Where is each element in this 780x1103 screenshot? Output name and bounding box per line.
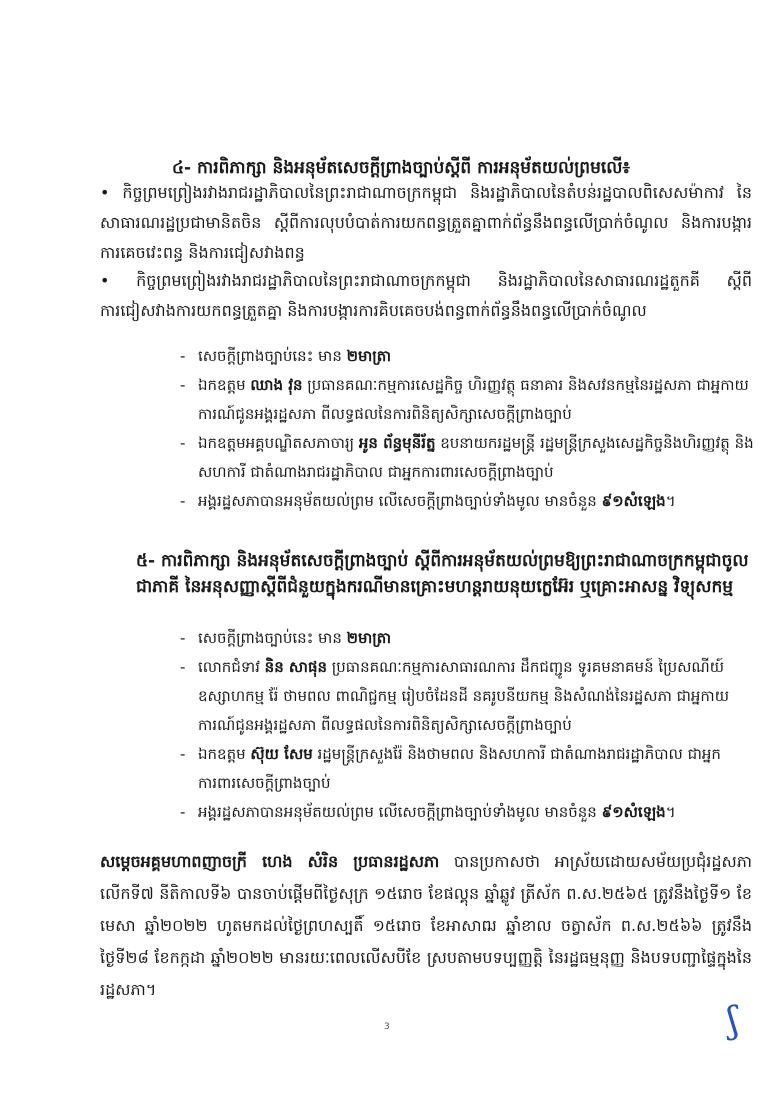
bullet-text: លោកជំទាវ: [198, 658, 265, 676]
bullet-bold: អូន ព័ន្ធមុនីរ័ត្ន: [358, 434, 436, 452]
closing-paragraph: [100, 846, 752, 1006]
page-number: 3: [384, 1022, 390, 1032]
section-4-item-1: • កិច្ចព្រមព្រៀងរវាងរាជរដ្ឋាភិបាលនៃព្រះរាជាណាចក្រកម្ពុជា និងរដ្ឋាភិបាលនៃតំបន់រដ្ឋបាលពិសេសម៉ាកាវ នៃសាធារណរដ្ឋប្រជាមានិតចិន ស្តីពីការលុបបំបាត់ការយកពន្ធត្រួតគ្នាពាក់ព័ន្ធនឹងពន្ធលើប្រាក់ចំណូល និងការបង្ការការគេចវេះពន្ធ និងការជៀសវាងពន្ធ: [100, 183, 752, 262]
bullet-text: ប្រធានគណៈកម្មការសាធារណការ ដឹកជញ្ជូន ទូរគមនាគមន៍ ប្រៃសណីយ៍ ឧស្សាហកម្ម រ៉ែ ថាមពល ពាណិជ្ជកម្ម រៀបចំដែនដី នគរូបនីយកម្ម និងសំណង់នៃរដ្ឋសភា ជាអ្នកាយការណ៍ជូនអង្គរដ្ឋសភា ពីលទ្ធផលនៃការពិនិត្យសិក្សាសេចក្តីព្រាងច្បាប់: [198, 658, 729, 734]
bullet-bold: ២មាត្រា: [346, 629, 392, 647]
bullet-text: ឧបនាយករដ្ឋមន្ត្រី រដ្ឋមន្ត្រីក្រសួងសេដ្ឋកិច្ចនិងហិរញ្ញវត្ថុ និងសហការី ជាតំណាងរាជរដ្ឋាភិបាល ជាអ្នកការពារសេចក្តីព្រាងច្បាប់: [198, 434, 754, 481]
bullet-item: [176, 429, 756, 487]
bullet-item: [176, 371, 756, 429]
bullet-text: ឯកឧត្តមអគ្គបណ្ឌិតសភាចារ្យ: [198, 434, 359, 452]
bullet-bold: ២មាត្រា: [346, 347, 392, 365]
section-4-item-2: • កិច្ចព្រមព្រៀងរវាងរាជរដ្ឋាភិបាលនៃព្រះរាជាណាចក្រកម្ពុជា និងរដ្ឋាភិបាលនៃសាធារណរដ្ឋតួកគី ស្តីពីការជៀសវាងការយកពន្ធត្រួតគ្នា និងការបង្ការការគិបគេចបង់ពន្ធពាក់ព័ន្ធនឹងពន្ធលើប្រាក់ចំណូល: [100, 271, 752, 320]
bullet-text: ឯកឧត្តម: [198, 745, 251, 763]
bullet-item: [176, 653, 756, 740]
bullet-text: សេចក្តីព្រាងច្បាប់នេះ មាន: [198, 629, 347, 647]
section-4-bullets: [176, 342, 756, 516]
bullet-item: [176, 624, 756, 653]
closing-text: បានប្រកាសថា អាស្រ័យដោយសម័យប្រជុំរដ្ឋសភា លើកទី៧ នីតិកាលទី៦ បានចាប់ផ្តើមពីថ្ងៃសុក្រ ១៥រោច ខែផល្គុន ឆ្នាំឆ្លូវ ត្រីស័ក ព.ស.២៥៦៥ ត្រូវនឹងថ្ងៃទី១ ខែមេសា ឆ្នាំ២០២២ ហូតមកដល់ថ្ងៃព្រហស្បតិ៍ ១៥រោច ខែអាសាឍ ឆ្នាំខាល ចត្វាស័ក ព.ស.២៥៦៦ ត្រូវនឹងថ្ងៃទី២៨ ខែកក្កដា ឆ្នាំ២០២២ មានរយៈពេលលើសបីខែ ស្របតាមបទប្បញ្ញត្តិ នៃរដ្ឋធម្មនុញ្ញ និងបទបញ្ជាផ្ទៃក្នុងនៃរដ្ឋសភា។: [100, 852, 752, 999]
bullet-bold: ៩១សំឡេង: [601, 803, 666, 821]
bullet-text: ប្រធានគណៈកម្មការសេដ្ឋកិច្ច ហិរញ្ញវត្ថុ ធនាគារ និងសវនកម្មនៃរដ្ឋសភា ជាអ្នកាយការណ៍ជូនអង្គរដ្ឋសភា ពីលទ្ធផលនៃការពិនិត្យសិក្សាសេចក្តីព្រាងច្បាប់: [198, 376, 749, 423]
bullet-text: សេចក្តីព្រាងច្បាប់នេះ មាន: [198, 347, 347, 365]
bullet-text: ឯកឧត្តម: [198, 376, 251, 394]
bullet-item: [176, 740, 756, 798]
bullet-bold: ៩១សំឡេង: [601, 492, 666, 510]
bullet-bold: និន សាផុន: [264, 658, 328, 676]
bullet-text: រដ្ឋមន្ត្រីក្រសួងរ៉ែ និងថាមពល និងសហការី ជាតំណាងរាជរដ្ឋាភិបាល ជាអ្នកការពារសេចក្តីព្រាងច្បាប់: [198, 745, 721, 792]
bullet-text: ។: [665, 803, 676, 821]
signature-mark: ʃ: [725, 999, 741, 1042]
section-5-heading: ៥- ការពិភាក្សា និងអនុម័តសេចក្តីព្រាងច្បាប់ ស្តីពីការអនុម័តយល់ព្រមឱ្យព្រះរាជាណាចក្រកម្ពុជាចូលជាភាគី នៃអនុសញ្ញាស្តីពីជំនួយក្នុងករណីមានគ្រោះមហន្តរាយនុយក្លេអ៊ែរ ឬគ្រោះអាសន្ន វិទ្យុសកម្ម: [136, 551, 749, 597]
closing-lead: សម្តេចអគ្គមហាពញាចក្រី ហេង សំរិន ប្រធានរដ្ឋសភា: [100, 852, 440, 871]
bullet-bold: ឈាង វុន: [250, 376, 303, 394]
bullet-text: អង្គរដ្ឋសភាបានអនុម័តយល់ព្រម លើសេចក្តីព្រាងច្បាប់ទាំងមូល មានចំនួន: [198, 803, 602, 821]
section-5-bullets: [176, 624, 756, 827]
section-4-heading: ៤- ការពិភាក្សា និងអនុម័តសេចក្តីព្រាងច្បាប់ស្តីពី ការអនុម័តយល់ព្រមលើ៖: [172, 158, 630, 178]
bullet-text: ។: [665, 492, 676, 510]
bullet-item: [176, 342, 756, 371]
bullet-item: [176, 487, 756, 516]
bullet-item: [176, 798, 756, 827]
bullet-text: អង្គរដ្ឋសភាបានអនុម័តយល់ព្រម លើសេចក្តីព្រាងច្បាប់ទាំងមូល មានចំនួន: [198, 492, 602, 510]
bullet-bold: ស៊ុយ សែម: [250, 745, 313, 763]
